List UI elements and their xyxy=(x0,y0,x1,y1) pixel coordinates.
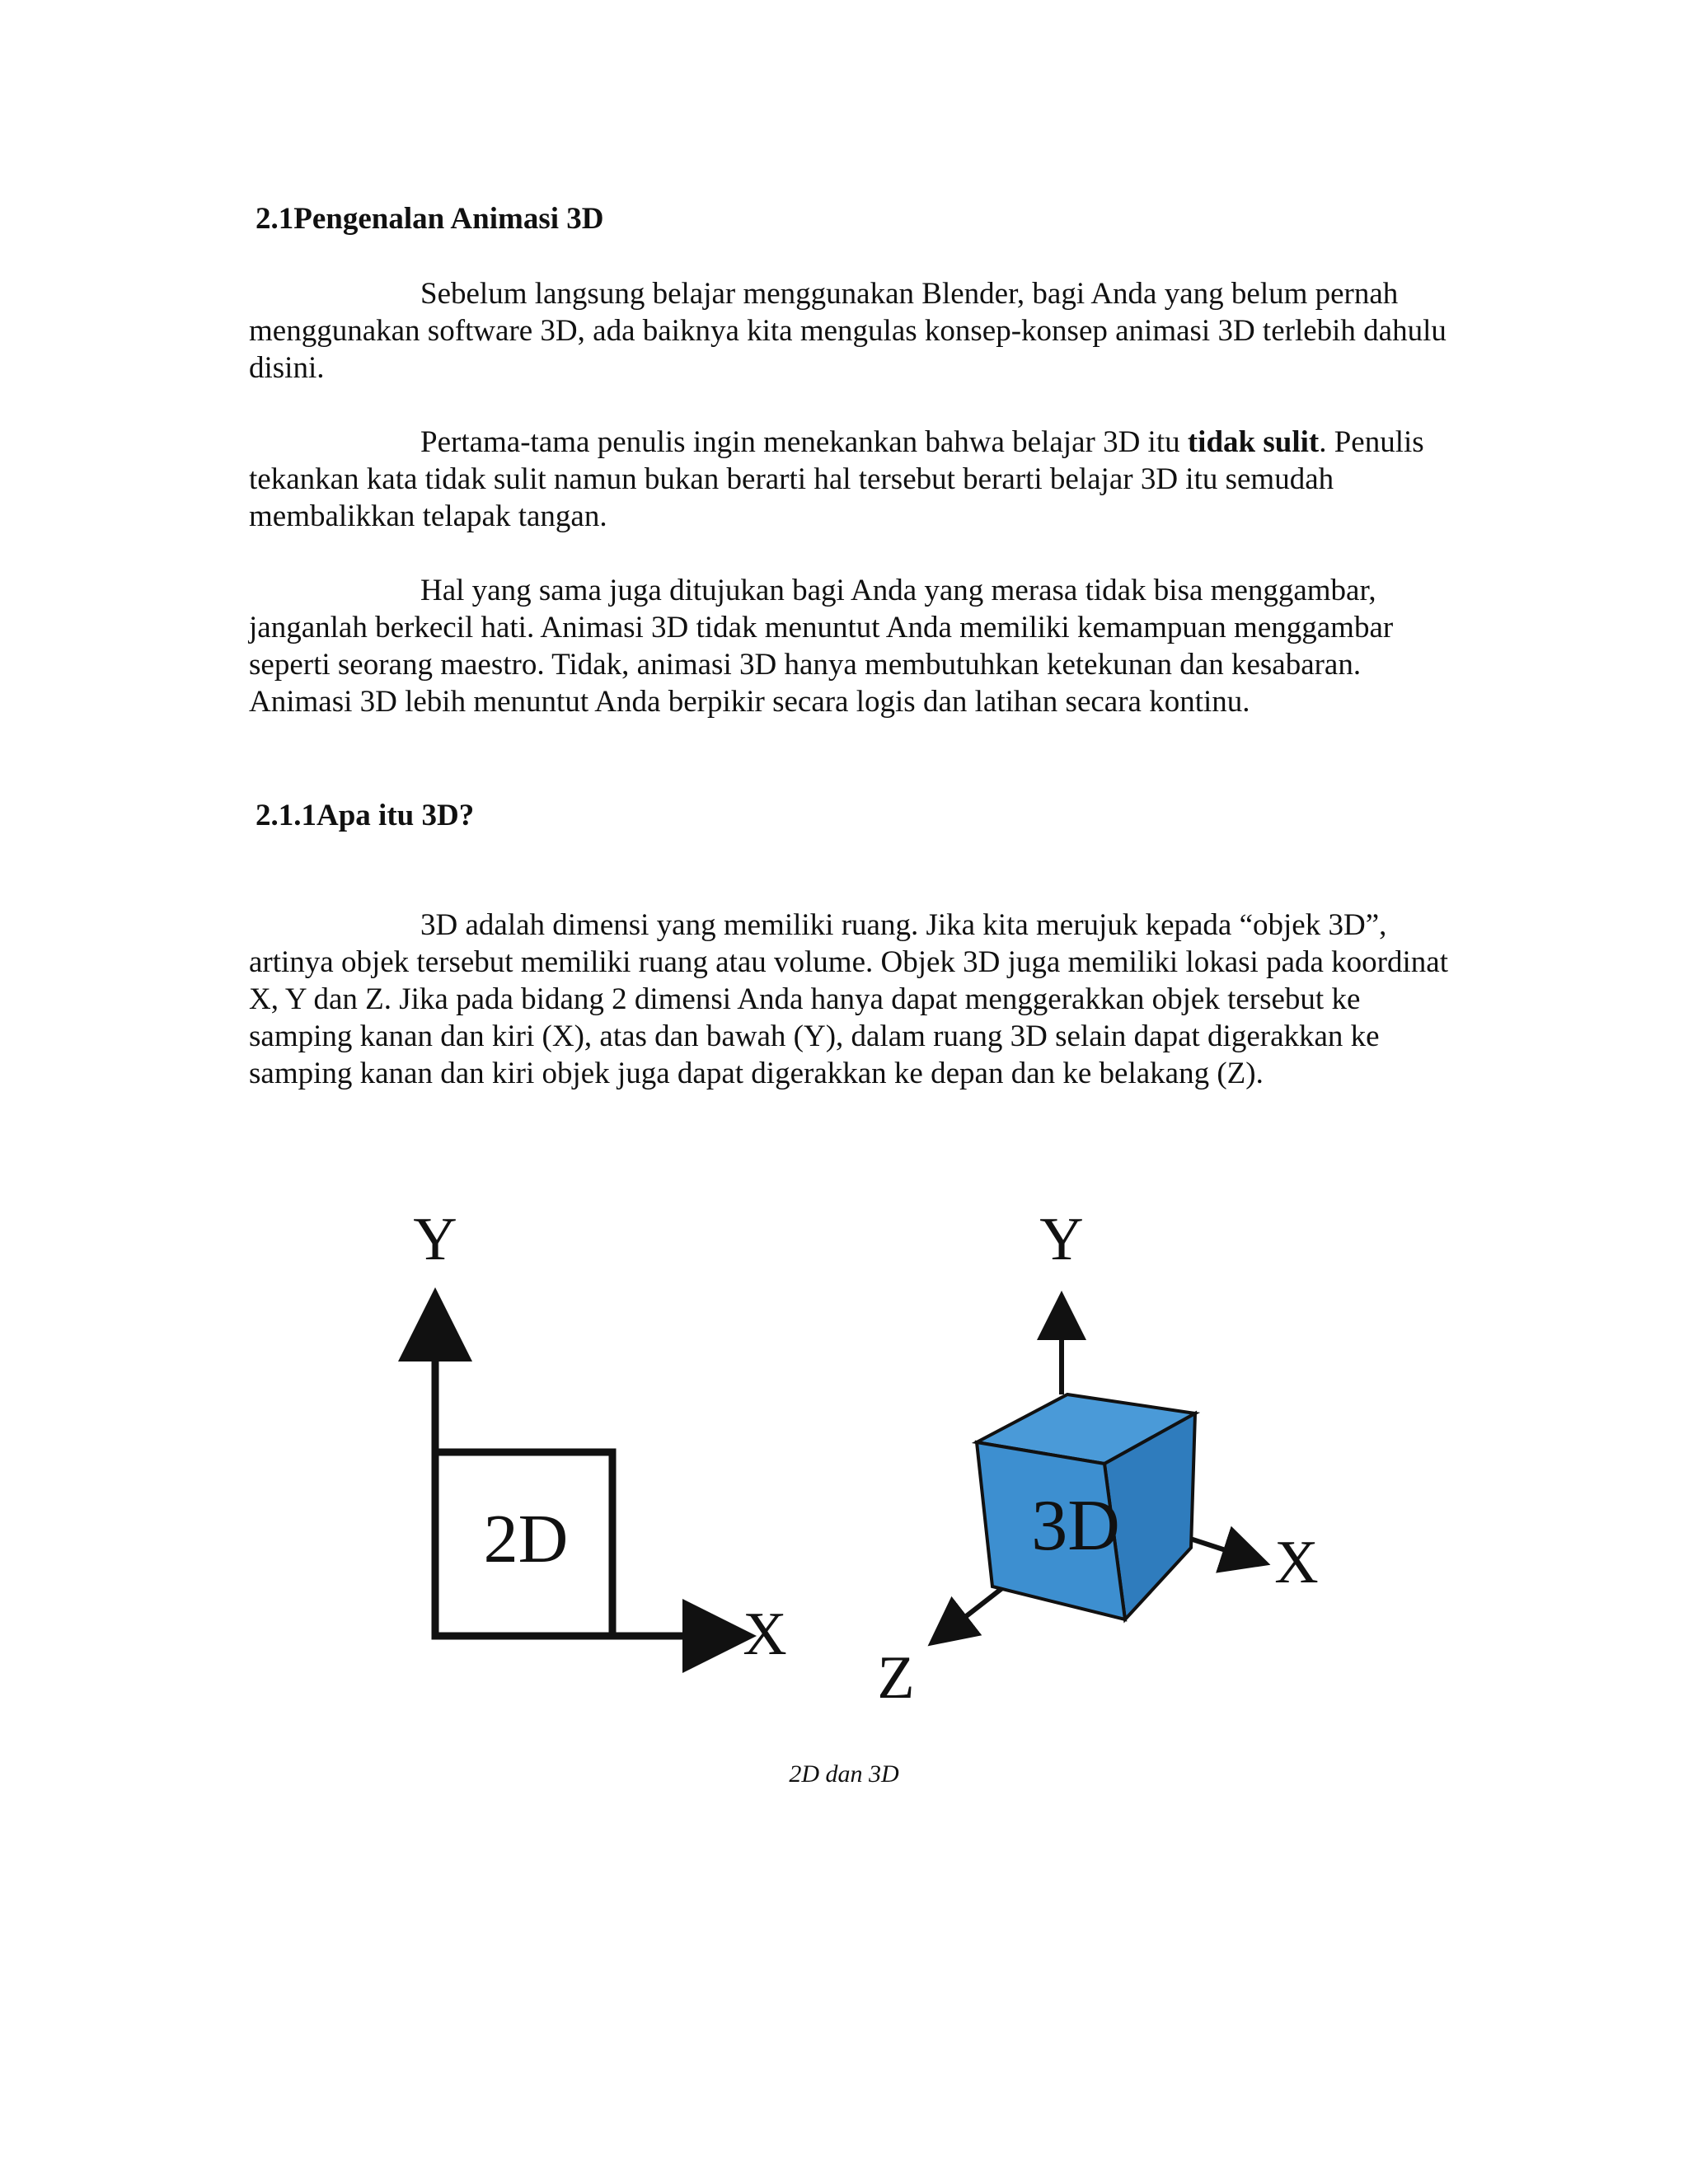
figure-2d-3d xyxy=(396,1203,1368,1714)
emphasis-not-difficult: tidak sulit xyxy=(1187,425,1320,459)
axis-label-z-3d: Z xyxy=(877,1644,915,1712)
axis-label-y-2d: Y xyxy=(413,1206,457,1273)
diagram-3d xyxy=(877,1206,1318,1712)
section-number: 2.1 xyxy=(256,202,294,236)
x-axis-3d-arrow xyxy=(1185,1537,1261,1562)
paragraph-not-difficult-end: . Penulis tekankan kata tidak sulit namun bukan berarti hal tersebut berarti belajar 3D itu semudah membalikkan telapak tangan. xyxy=(249,425,1424,533)
z-axis-3d-arrow xyxy=(935,1582,1010,1640)
subsection-title: Apa itu 3D? xyxy=(316,799,475,832)
diagram-2d xyxy=(413,1206,786,1668)
label-3d: 3D xyxy=(1031,1486,1120,1566)
subsection-heading xyxy=(256,798,474,834)
subsection-number: 2.1.1 xyxy=(256,799,316,832)
paragraph-not-difficult-start: Pertama-tama penulis ingin menekankan bahwa belajar 3D itu xyxy=(420,425,1188,459)
axis-label-x-3d: X xyxy=(1274,1529,1319,1596)
section-title: Pengenalan Animasi 3D xyxy=(293,202,604,236)
paragraph-drawing: Hal yang sama juga ditujukan bagi Anda yang merasa tidak bisa menggambar, janganlah berkecil hati. Animasi 3D tidak menuntut Anda memiliki kemampuan menggambar seperti seorang maestro. Tidak, animasi 3D hanya membutuhkan ketekunan dan kesabaran. Animasi 3D lebih menuntut Anda berpikir secara logis dan latihan secara kontinu. xyxy=(249,574,1394,719)
axis-label-x-2d: X xyxy=(743,1601,787,1668)
paragraph-what-is-3d: 3D adalah dimensi yang memiliki ruang. Jika kita merujuk kepada “objek 3D”, artinya objek tersebut memiliki ruang atau volume. Objek 3D juga memiliki lokasi pada koordinat X, Y dan Z. Jika pada bidang 2 dimensi Anda hanya dapat menggerakkan objek tersebut ke samping kanan dan kiri (X), atas dan bawah (Y), dalam ruang 3D selain dapat digerakkan ke samping kanan dan kiri objek juga dapat digerakkan ke depan dan ke belakang (Z). xyxy=(249,908,1448,1090)
paragraph-intro: Sebelum langsung belajar menggunakan Blender, bagi Anda yang belum pernah menggunakan software 3D, ada baiknya kita mengulas konsep-konsep animasi 3D terlebih dahulu disini. xyxy=(249,277,1447,385)
paragraph-not-difficult xyxy=(249,424,1452,535)
figure-caption: 2D dan 3D xyxy=(789,1760,899,1788)
axis-label-y-3d: Y xyxy=(1039,1206,1084,1273)
label-2d: 2D xyxy=(483,1501,569,1577)
section-heading xyxy=(256,201,603,237)
